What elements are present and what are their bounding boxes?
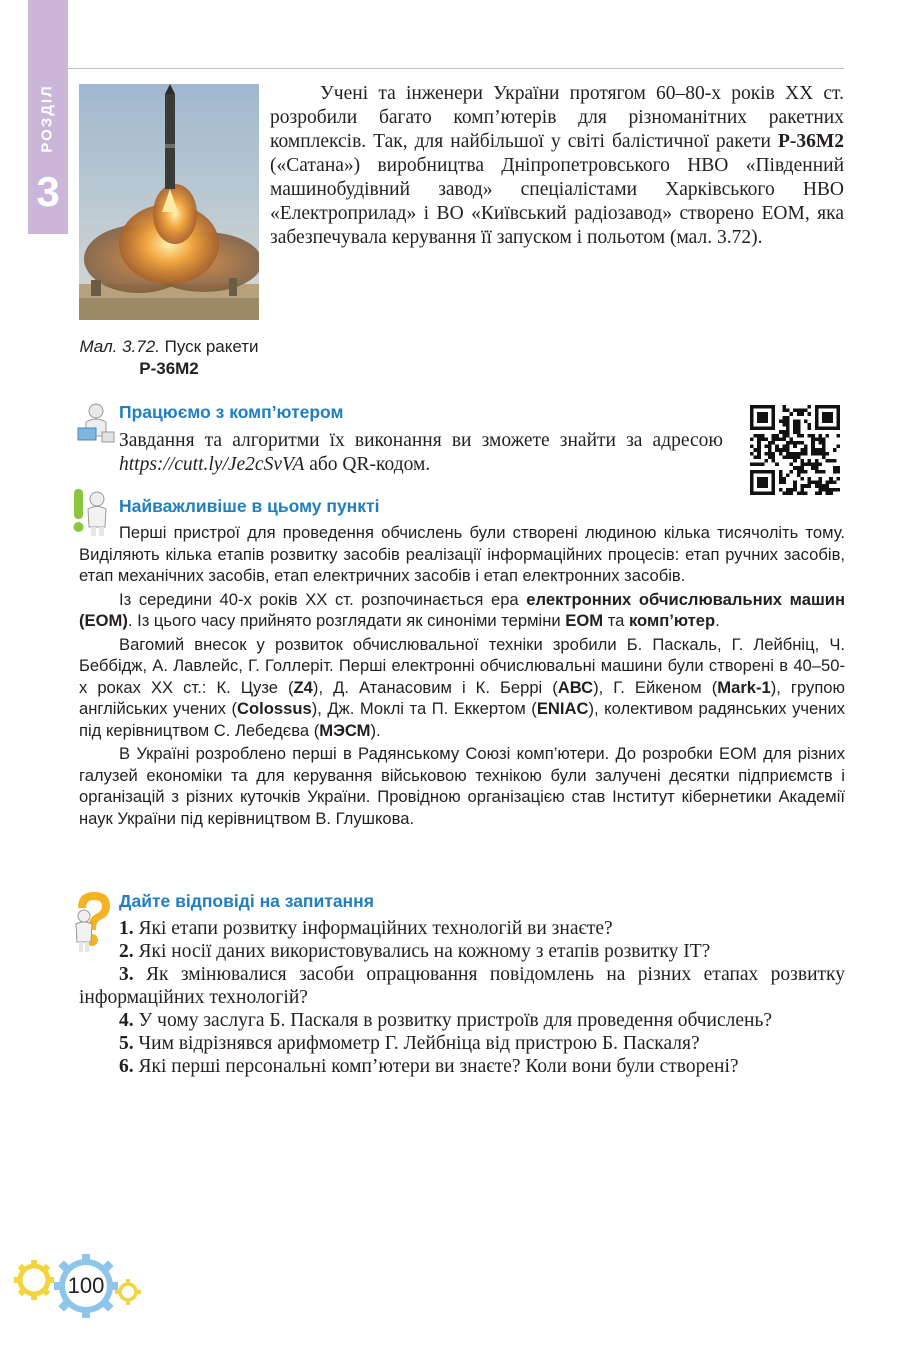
summary-term: електронних обчислювальних машин (ЕОМ) <box>79 589 846 630</box>
summary-text: Вагомий внесок у розвиток обчислювальної техніки зробили Б. Паскаль, Г. Лейбніц, Ч. Беббідж, А. Лавлейс, Г. Голлеріт. Перші електронні обчислювальні машини були створені в 40–50-х роках XX ст.: К. Цузе ( <box>79 634 845 697</box>
page-number: 100 <box>67 1273 105 1298</box>
summary-paragraph <box>79 634 845 742</box>
summary-term: ENIAC <box>536 699 589 718</box>
question-number: 3. <box>119 964 134 985</box>
summary-term: Colossus <box>237 699 312 718</box>
figure-caption <box>74 336 264 380</box>
question-item <box>79 1055 845 1078</box>
summary-text: ), групою англійських учених ( <box>79 677 845 718</box>
summary-text: Перші пристрої для проведення обчислень були створені людиною кілька тисячоліть тому. Виділяють кілька етапів розвитку засобів реалізації інформаційних процесів: етап ручних засобів, етап механічних засобів, етап електричних засобів і етап електронних засобів. <box>79 523 845 585</box>
summary-text: ). <box>370 720 381 740</box>
intro-paragraph <box>270 82 844 250</box>
summary-text: та <box>603 611 629 630</box>
header-rule <box>28 68 844 69</box>
task-link[interactable]: https://cutt.ly/Je2cSvVA <box>119 454 305 475</box>
questions-list <box>79 917 845 1078</box>
question-item <box>79 940 845 963</box>
computer-work-text <box>119 429 723 477</box>
intro-text-1: Учені та інженери України протягом 60–80-х років XX ст. розробили багато комп’ютерів для різноманітних ракетних комплексів. Так, для найбільшої у світі балістичної ракети <box>270 83 844 152</box>
summary-term: МЭСМ <box>319 720 371 740</box>
summary-text: ), колективом радянських учених під керівництвом С. Лебедєва ( <box>79 699 846 740</box>
question-text: Які перші персональні комп’ютери ви знаєте? Коли вони були створені? <box>133 1056 739 1077</box>
question-text: Чим відрізнявся арифмометр Г. Лейбніца від пристрою Б. Паскаля? <box>133 1033 700 1054</box>
computer-user-icon <box>76 402 116 451</box>
question-text: Які етапи розвитку інформаційних технологій ви знаєте? <box>133 918 613 939</box>
question-number: 5. <box>119 1033 134 1054</box>
gear-icon <box>20 1266 48 1294</box>
intro-rocket-name: Р-36М2 <box>777 131 844 152</box>
summary-term: комп’ютер <box>628 611 716 630</box>
question-number: 6. <box>119 1056 134 1077</box>
summary-text: ), Г. Ейкеном ( <box>593 677 718 697</box>
summary-paragraph <box>79 589 845 632</box>
caption-bold: Р-36М2 <box>139 359 199 378</box>
gear-teeth-icon <box>14 1260 54 1300</box>
question-number: 1. <box>119 918 134 939</box>
summary-term: АВС <box>557 677 594 697</box>
question-number: 4. <box>119 1010 134 1031</box>
qr-code[interactable] <box>750 405 840 495</box>
summary-text: Із середини 40-х років XX ст. розпочинається ера <box>119 589 527 609</box>
summary-text: ), Дж. Моклі та П. Еккертом ( <box>311 699 537 718</box>
question-text: Які носії даних використовувались на кожному з етапів розвитку ІТ? <box>133 941 711 962</box>
question-item <box>79 963 845 1009</box>
question-text: У чому заслуга Б. Паскаля в розвитку пристроїв для проведення обчислень? <box>133 1010 772 1031</box>
intro-text-2: («Сатана») виробництва Дніпропетровського НВО «Південний машинобудівний завод» спеціалістами Харківського НВО «Електроприлад» і ВО «Київський радіозавод» створено ЕОМ, яка забезпечувала керування її запуском і польотом (мал. 3.72). <box>270 155 844 248</box>
questions-heading: Дайте відповіді на запитання <box>119 891 374 911</box>
question-text: Як змінювалися засоби опрацювання повідомлень на різних етапах розвитку інформаційних технологій? <box>79 964 845 1008</box>
summary-text: В Україні розроблено перші в Радянському Союзі комп’ютери. До розробки ЕОМ для різних галузей економіки та для керування військовою технікою були залучені десятки підприємств і організацій з різних куточків України. Провідною організацією став Інститут кібернетики Академії наук України під керівництвом В. Глушкова. <box>79 744 845 828</box>
summary-heading: Найважливіше в цьому пункті <box>119 496 380 516</box>
summary-paragraph <box>79 743 845 829</box>
question-number: 2. <box>119 941 134 962</box>
question-item <box>79 1032 845 1055</box>
summary-term: Z4 <box>293 677 313 697</box>
section-number: 3 <box>36 168 60 215</box>
caption-text: Пуск ракети <box>159 337 259 356</box>
summary-text: . Із цього часу прийнято розглядати як синоніми терміни <box>127 611 566 630</box>
section-tab <box>28 0 68 234</box>
computer-work-text-before: Завдання та алгоритми їх виконання ви зможете знайти за адресою <box>119 430 723 451</box>
small-gear-icon <box>120 1284 136 1300</box>
computer-work-text-after: або QR-кодом. <box>304 454 431 475</box>
caption-ref: Мал. 3.72. <box>79 337 160 356</box>
computer-work-heading: Працюємо з комп’ютером <box>119 402 344 422</box>
question-item <box>79 917 845 940</box>
summary-term: ЕОМ <box>565 611 604 630</box>
summary-paragraph <box>79 522 845 587</box>
summary-body <box>79 522 845 831</box>
section-word: РОЗДІЛ <box>38 84 56 153</box>
summary-text: . <box>715 611 720 630</box>
rocket-launch-photo <box>79 84 259 320</box>
summary-term: Mark-1 <box>717 677 771 697</box>
question-item <box>79 1009 845 1032</box>
summary-text: ), Д. Атанасовим і К. Беррі ( <box>312 677 558 697</box>
